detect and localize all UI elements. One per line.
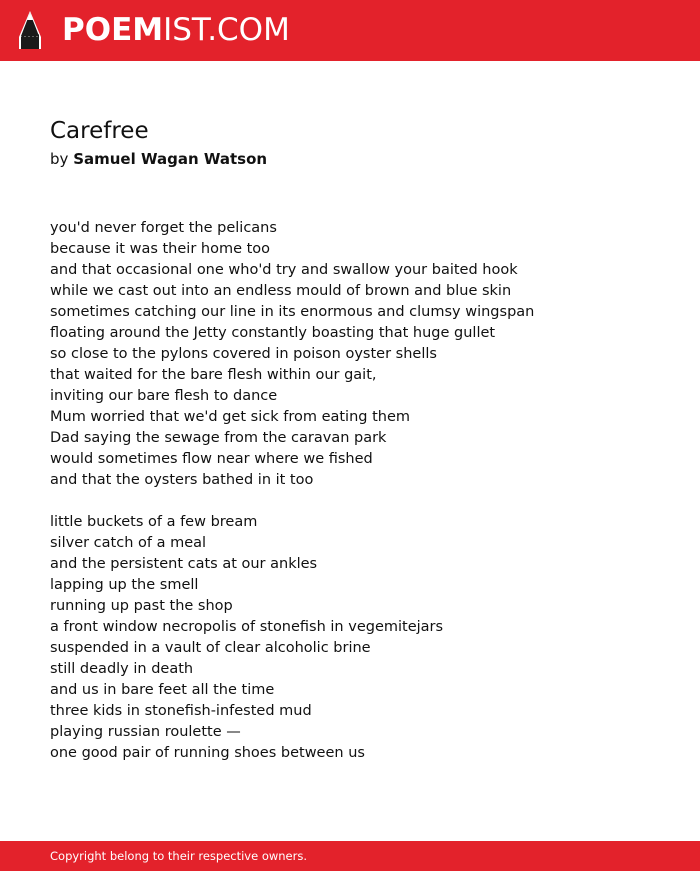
poem-line: and that the oysters bathed in it too	[50, 472, 314, 488]
poem-line: Mum worried that we'd get sick from eating them	[50, 409, 411, 425]
poem-line: because it was their home too	[50, 241, 271, 257]
poem-line: floating around the Jetty constantly boasting that huge gullet	[50, 325, 496, 341]
poem-line: sometimes catching our line in its enormous and clumsy wingspan	[50, 304, 535, 320]
poem-line: three kids in stonefish-infested mud	[50, 703, 312, 719]
logo-brand-light: IST.COM	[163, 12, 290, 48]
poem-byline	[50, 148, 267, 170]
poem-line: little buckets of a few bream	[50, 514, 258, 530]
pencil-tip-icon[interactable]	[18, 10, 42, 50]
poem-stanza	[50, 512, 650, 764]
site-logo[interactable]	[62, 12, 290, 48]
poem-line: lapping up the smell	[50, 577, 199, 593]
poem-line: you'd never forget the pelicans	[50, 220, 277, 236]
logo-brand-bold: POEM	[62, 12, 164, 48]
poem-line: and us in bare feet all the time	[50, 682, 275, 698]
poem-line: that waited for the bare flesh within our gait,	[50, 367, 377, 383]
site-header	[0, 0, 700, 61]
poem-line: one good pair of running shoes between us	[50, 745, 365, 761]
poem-line: inviting our bare flesh to dance	[50, 388, 278, 404]
poem-line: so close to the pylons covered in poison oyster shells	[50, 346, 437, 362]
poem-body	[50, 218, 650, 785]
poem-line: and that occasional one who'd try and swallow your baited hook	[50, 262, 518, 278]
poem-line: while we cast out into an endless mould of brown and blue skin	[50, 283, 512, 299]
poem-title: Carefree	[50, 118, 149, 144]
poem-line: a front window necropolis of stonefish in vegemitejars	[50, 619, 444, 635]
poem-line: running up past the shop	[50, 598, 233, 614]
poem-line: silver catch of a meal	[50, 535, 207, 551]
poem-author: Samuel Wagan Watson	[73, 150, 268, 168]
poem-line: would sometimes flow near where we fished	[50, 451, 373, 467]
poem-line: Dad saying the sewage from the caravan park	[50, 430, 387, 446]
copyright-notice: Copyright belong to their respective owners.	[50, 849, 308, 863]
by-label: by	[50, 150, 69, 168]
poem-line: and the persistent cats at our ankles	[50, 556, 318, 572]
poem-line: still deadly in death	[50, 661, 194, 677]
poem-line: suspended in a vault of clear alcoholic brine	[50, 640, 371, 656]
site-footer	[0, 841, 700, 871]
poem-line: playing russian roulette —	[50, 724, 241, 740]
poem-stanza	[50, 218, 650, 491]
